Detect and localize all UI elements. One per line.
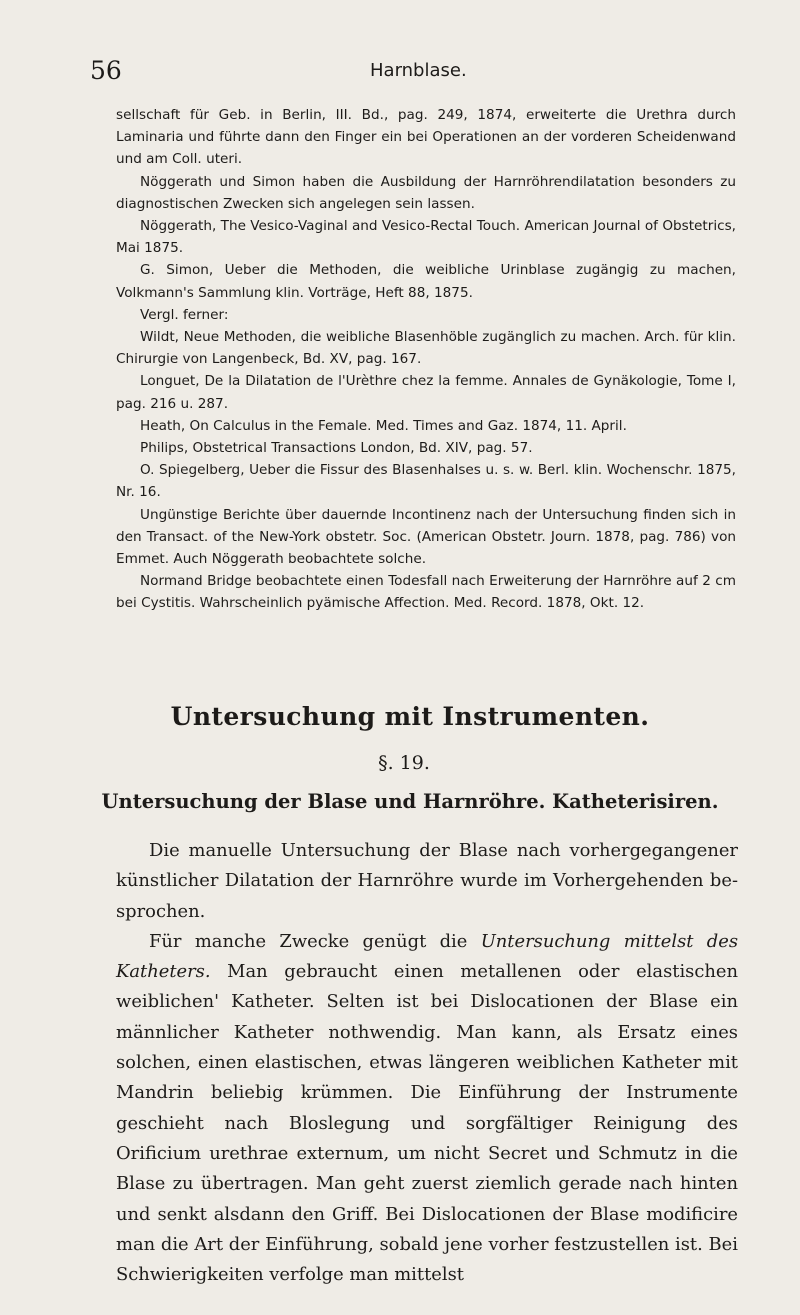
section-heading: Untersuchung mit Instrumenten. xyxy=(170,702,650,731)
body-paragraph: Die manuelle Untersuchung der Blase nach vorhergegangener künstlicher Dilatation der Harnröhre wurde im Vorhergehenden besprochen. xyxy=(116,840,738,922)
subsection-heading: Untersuchung der Blase und Harnröhre. Katheterisiren. xyxy=(101,790,719,813)
reference-paragraph: Longuet, De la Dilatation de l'Urèthre chez la femme. Annales de Gynäkologie, Tome I, pag. 216 u. 287. xyxy=(116,373,736,412)
reference-paragraph: sellschaft für Geb. in Berlin, III. Bd., pag. 249, 1874, erweiterte die Urethra durch Laminaria und führte dann den Finger ein bei Operationen an der vorderen Scheidenwand und am Coll. uteri. xyxy=(116,107,736,168)
reference-block xyxy=(116,104,736,615)
body-text-run: Für manche Zwecke genügt die xyxy=(149,930,481,952)
reference-paragraph: Heath, On Calculus in the Female. Med. Times and Gaz. 1874, 11. April. xyxy=(140,417,627,434)
reference-paragraph: Nöggerath, The Vesico-Vaginal and Vesico-Rectal Touch. American Journal of Obstetrics, Mai 1875. xyxy=(116,218,736,257)
reference-paragraph: Normand Bridge beobachtete einen Todesfall nach Erweiterung der Harnröhre auf 2 cm bei Cystitis. Wahrscheinlich pyämische Affection. Med. Record. 1878, Okt. 12. xyxy=(116,573,736,612)
reference-paragraph: Vergl. ferner: xyxy=(140,306,229,323)
reference-paragraph: Philips, Obstetrical Transactions London, Bd. XIV, pag. 57. xyxy=(140,440,533,457)
reference-paragraph: Ungünstige Berichte über dauernde Incontinenz nach der Untersuchung finden sich in den Transact. of the New-York obstetr. Soc. (American Obstetr. Journ. 1878, pag. 786) von Emmet. Auch Nöggerath beobachtete solche. xyxy=(116,506,736,568)
running-title: Harnblase. xyxy=(370,60,467,81)
body-text-run: Man gebraucht einen metallenen oder elastischen weiblichen' Katheter. Selten ist bei Dislocationen der Blase ein männlicher Katheter nothwendig. Man kann, als Ersatz eines solchen, einen elastischen, etwas längeren weiblichen Katheter mit Mandrin beliebig krümmen. Die Einführung der Instrumente geschieht nach Bloslegung und sorgfältiger Reinigung des Orificium urethrae externum, um nicht Secret und Schmutz in die Blase zu übertragen. Man geht zuerst ziemlich gerade nach hinten und senkt alsdann den Griff. Bei Dislocationen der Blase modificire man die Art der Einführung, sobald jene vorher festzustellen ist. Bei Schwierigkeiten verfolge man mittelst xyxy=(116,961,738,1286)
page-header xyxy=(90,52,730,92)
page-number: 56 xyxy=(90,56,122,85)
reference-paragraph: O. Spiegelberg, Ueber die Fissur des Blasenhalses u. s. w. Berl. klin. Wochenschr. 1875, Nr. 16. xyxy=(116,462,736,501)
body-text xyxy=(116,836,738,1290)
reference-paragraph: Wildt, Neue Methoden, die weibliche Blasenhöble zugänglich zu machen. Arch. für klin. Chirurgie von Langenbeck, Bd. XV, pag. 167. xyxy=(116,329,736,368)
reference-paragraph: Nöggerath und Simon haben die Ausbildung der Harnröhrendilatation besonders zu diagnostischen Zwecken sich angelegen sein lassen. xyxy=(116,173,736,212)
emphasis-text: Untersuchung mittelst des Katheters. xyxy=(116,930,739,983)
reference-paragraph: G. Simon, Ueber die Methoden, die weibliche Urinblase zugängig zu machen, Volkmann's Sammlung klin. Vorträge, Heft 88, 1875. xyxy=(116,262,736,301)
section-number: §. 19. xyxy=(378,752,430,774)
body-paragraph xyxy=(116,927,738,1291)
